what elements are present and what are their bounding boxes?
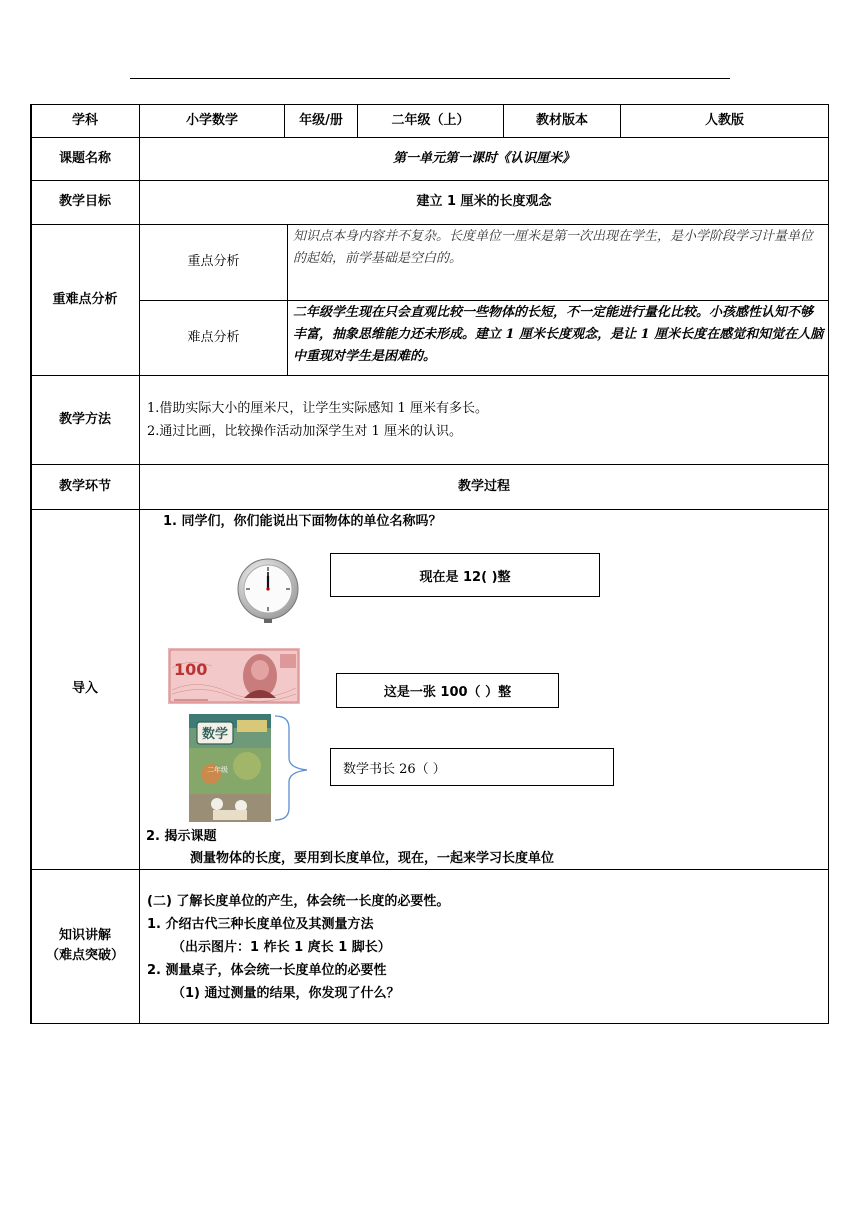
clock-image (237, 557, 299, 623)
textbook-value: 人教版 (704, 112, 744, 128)
knowledge-line: （1) 通过测量的结果，你发现了什么？ (172, 986, 400, 1001)
book-title: 数学 (201, 727, 229, 742)
reveal-text: 测量物体的长度，要用到长度单位，现在，一起来学习长度单位 (190, 851, 555, 866)
method-label: 教学方法 (58, 411, 111, 427)
difficulty-text: 二年级学生现在只会直观比较一些物体的长短，不一定能进行量化比较。小孩感性认知不够丰富，抽象思维能力还未形成。建立 1 厘米长度观念，是让 1 厘米长度在感觉和知觉在人脑中重现对学生是困难的。 (293, 305, 824, 364)
book-question-box: 数学书长 26（ ） (330, 748, 614, 786)
difficulty-label: 难点分析 (187, 329, 240, 345)
header-rule (130, 78, 730, 79)
process-label: 教学过程 (457, 478, 510, 494)
subject-value: 小学数学 (185, 112, 238, 128)
banknote-number: 100 (174, 660, 208, 679)
book-grade: 二年级 (207, 766, 228, 774)
key-point-text: 知识点本身内容并不复杂。长度单位一厘米是第一次出现在学生，是小学阶段学习计量单位的起始，前学基础是空白的。 (293, 229, 814, 266)
knowledge-label-line2: （难点突破） (45, 948, 124, 963)
reveal-title: 2. 揭示课题 (146, 829, 217, 844)
brace-icon (273, 714, 309, 822)
method-item: 2.通过比画，比较操作活动加深学生对 1 厘米的认识。 (147, 424, 462, 439)
math-book-image (189, 714, 271, 822)
banknote-question-box: 这是一张 100（ ）整 (336, 673, 559, 708)
grade-value: 二年级（上） (391, 112, 470, 128)
stage-label: 教学环节 (58, 478, 111, 494)
grade-label: 年级/册 (299, 112, 343, 128)
key-point-label: 重点分析 (187, 254, 240, 270)
intro-label: 导入 (71, 681, 98, 697)
lesson-title-value: 第一单元第一课时《认识厘米》 (392, 150, 575, 166)
knowledge-line: （出示图片：1 柞长 1 庹长 1 脚长） (172, 940, 391, 955)
knowledge-line: (二) 了解长度单位的产生，体会统一长度的必要性。 (147, 894, 450, 909)
knowledge-line: 2. 测量桌子，体会统一长度单位的必要性 (147, 963, 387, 978)
method-item: 1.借助实际大小的厘米尺，让学生实际感知 1 厘米有多长。 (147, 401, 488, 416)
key-difficulty-label: 重难点分析 (52, 291, 118, 307)
knowledge-label-line1: 知识讲解 (58, 928, 111, 944)
intro-question: 1. 同学们，你们能说出下面物体的单位名称吗？ (163, 514, 442, 529)
objective-label: 教学目标 (58, 194, 111, 210)
objective-value: 建立 1 厘米的长度观念 (416, 194, 552, 210)
subject-label: 学科 (71, 112, 98, 128)
lesson-title-label: 课题名称 (58, 150, 111, 166)
textbook-label: 教材版本 (535, 112, 588, 128)
knowledge-label (31, 870, 139, 1023)
clock-question-box: 现在是 12( )整 (330, 553, 600, 597)
banknote-image (168, 648, 300, 704)
knowledge-line: 1. 介绍古代三种长度单位及其测量方法 (147, 917, 374, 932)
